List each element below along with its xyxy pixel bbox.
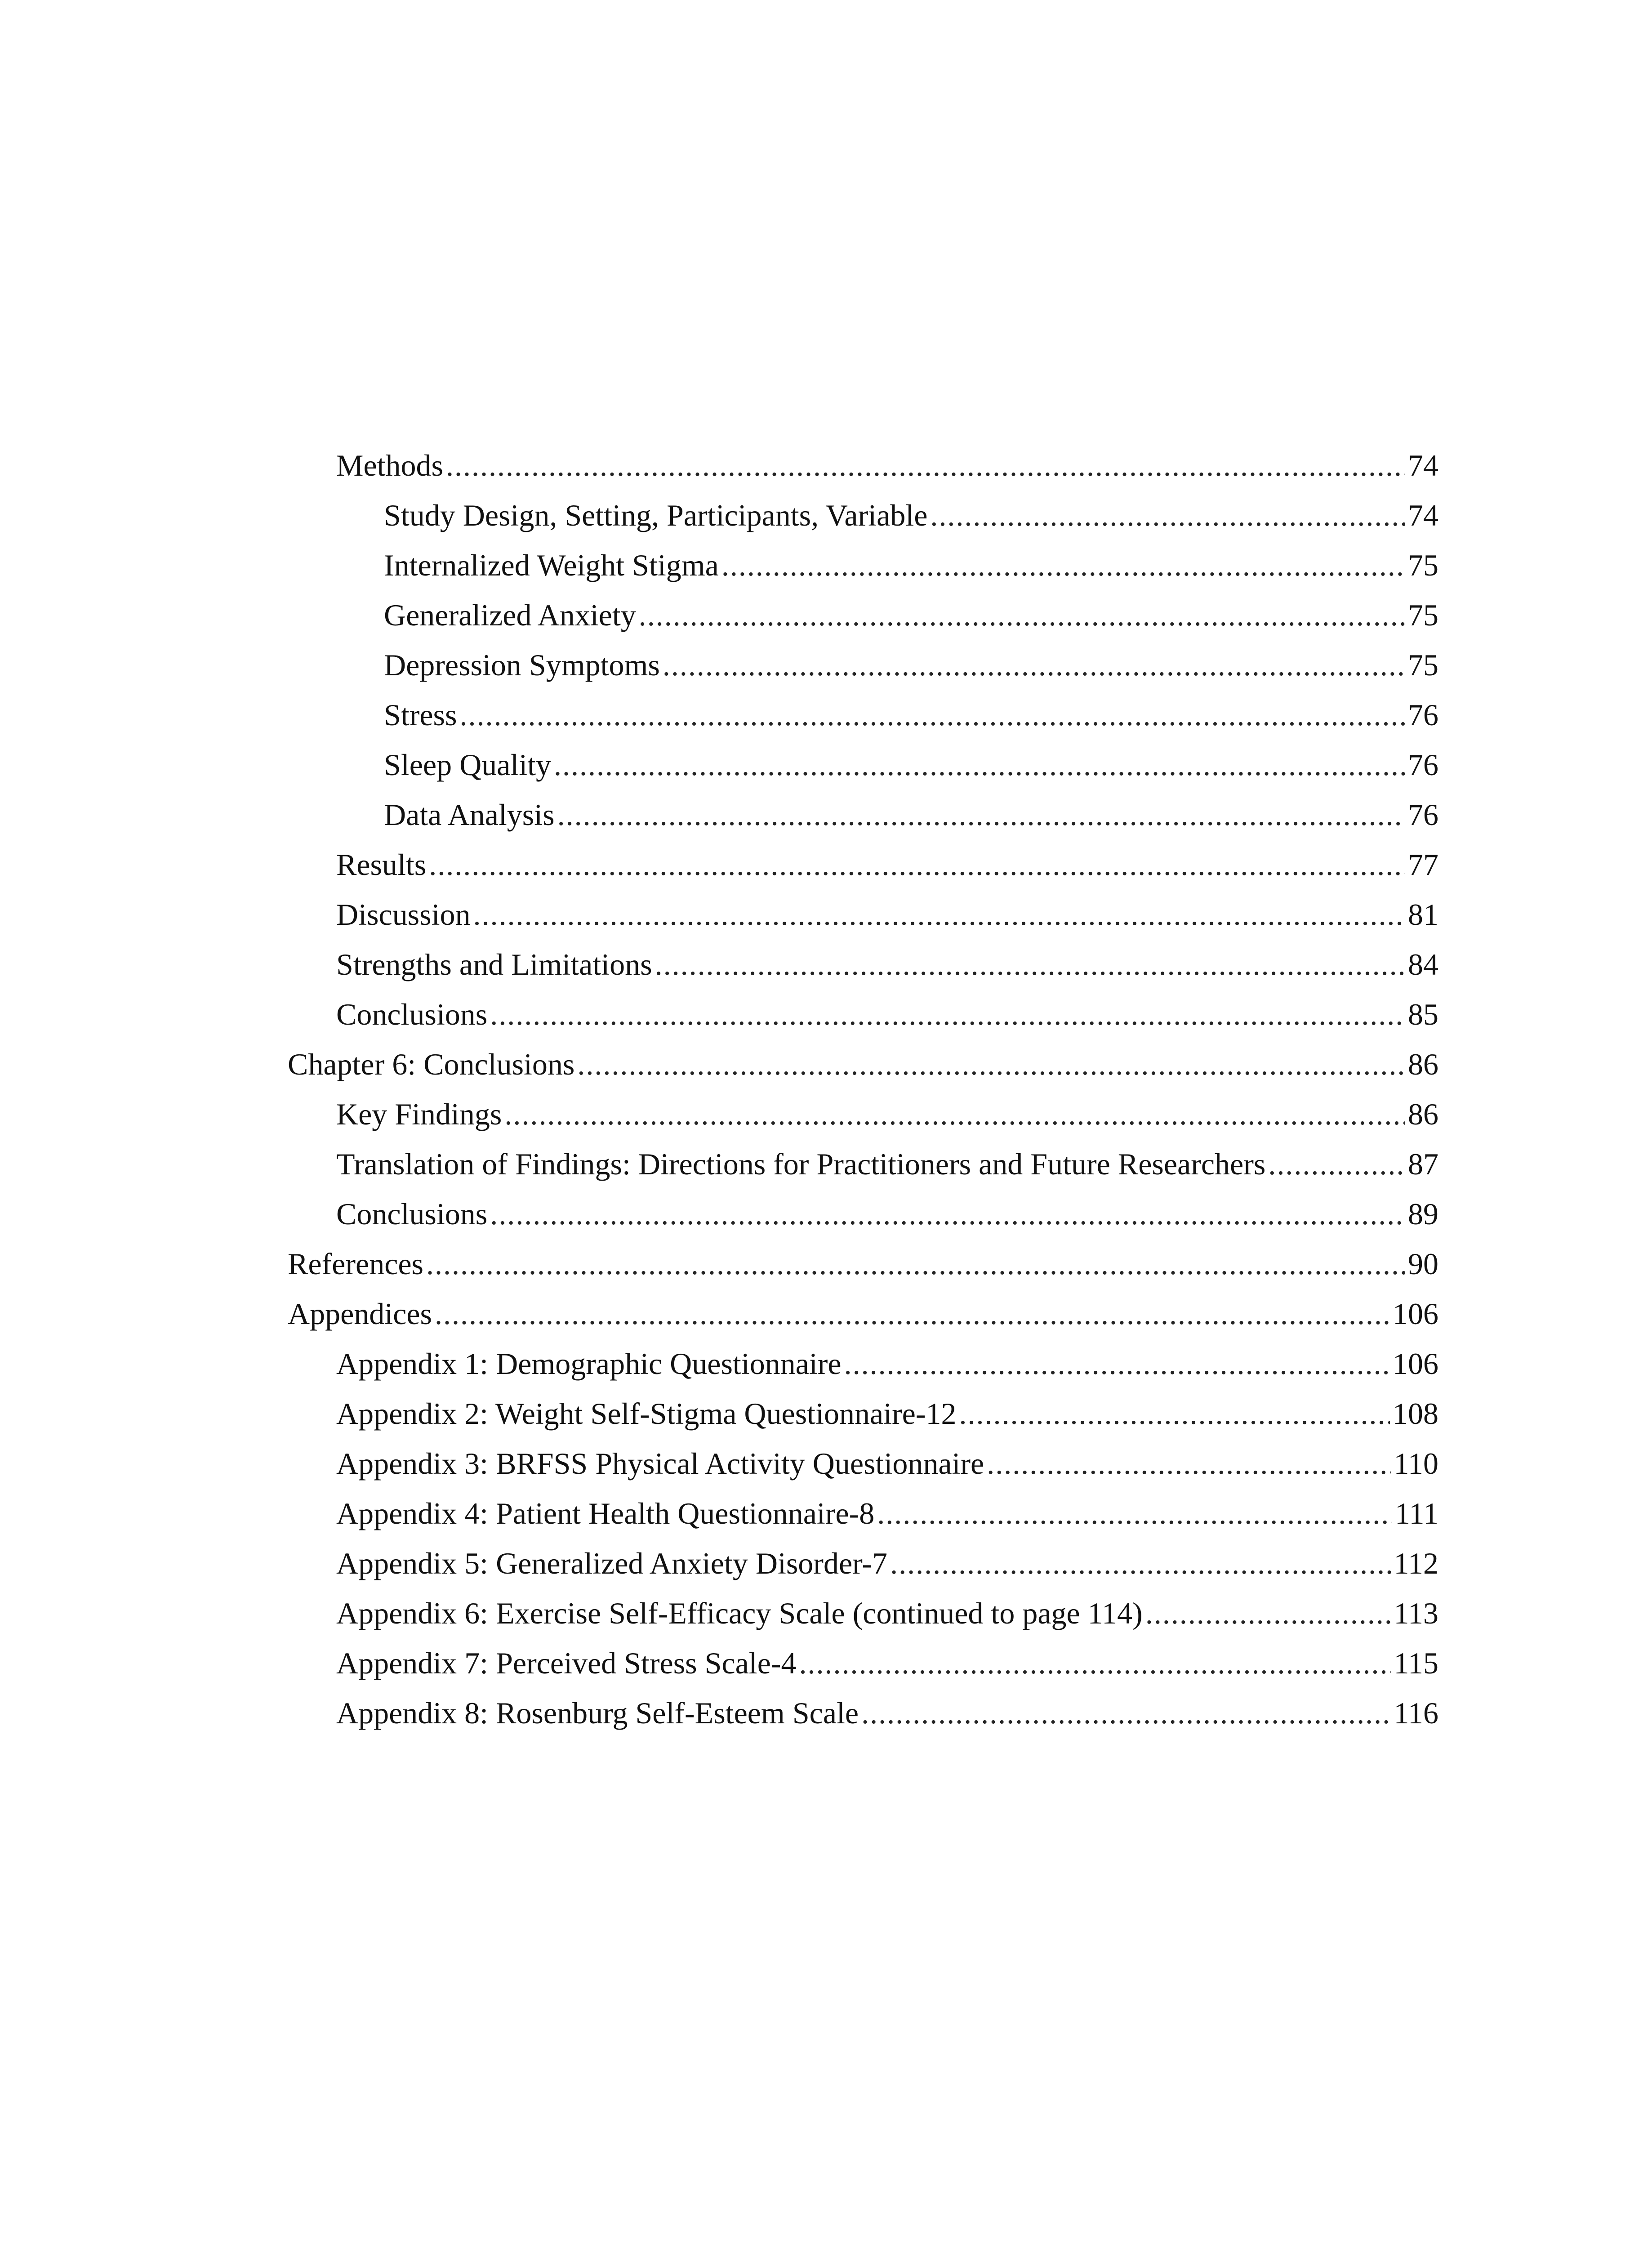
toc-dot-leader (554, 740, 1405, 790)
toc-entry-page-number: 86 (1408, 1097, 1438, 1131)
toc-dot-leader (490, 990, 1405, 1039)
toc-entry (288, 1089, 1438, 1139)
toc-entry-title: Appendix 4: Patient Health Questionnaire-8 (336, 1496, 875, 1530)
toc-entry-page-number: 74 (1408, 498, 1438, 532)
toc-dot-leader (1268, 1139, 1405, 1189)
toc-entry (288, 590, 1438, 640)
toc-entry-title: Generalized Anxiety (384, 598, 636, 632)
toc-entry (288, 790, 1438, 840)
toc-dot-leader (504, 1089, 1405, 1139)
toc-entry-title: Stress (384, 698, 457, 732)
toc-entry-title: Appendix 6: Exercise Self-Efficacy Scale (continued to page 114) (336, 1596, 1143, 1630)
toc-entry (288, 840, 1438, 890)
toc-entry (288, 1389, 1438, 1439)
toc-entry-page-number: 81 (1408, 897, 1438, 932)
toc-entry-page-number: 108 (1393, 1396, 1438, 1431)
toc-entry (288, 1289, 1438, 1339)
toc-entry-page-number: 110 (1394, 1446, 1438, 1481)
toc-dot-leader (490, 1189, 1405, 1239)
toc-entry-title: Key Findings (336, 1097, 502, 1131)
toc-entry (288, 1139, 1438, 1189)
toc-entry (288, 1189, 1438, 1239)
toc-dot-leader (844, 1339, 1390, 1389)
toc-dot-leader (799, 1638, 1391, 1688)
toc-entry (288, 441, 1438, 491)
toc-entry-page-number: 76 (1408, 798, 1438, 832)
toc-entry (288, 1239, 1438, 1289)
toc-entry-title: Appendices (288, 1297, 432, 1331)
toc-entry-title: Strengths and Limitations (336, 947, 652, 981)
toc-dot-leader (429, 840, 1405, 890)
toc-dot-leader (890, 1539, 1391, 1588)
toc-entry-page-number: 76 (1408, 748, 1438, 782)
toc-entry (288, 1489, 1438, 1539)
toc-entry-page-number: 116 (1394, 1696, 1438, 1730)
toc-entry-title: Conclusions (336, 997, 488, 1031)
toc-entry-page-number: 106 (1393, 1347, 1438, 1381)
toc-dot-leader (987, 1439, 1391, 1489)
toc-entry-page-number: 112 (1394, 1546, 1438, 1580)
toc-entry (288, 890, 1438, 940)
toc-entry (288, 1339, 1438, 1389)
toc-entry-page-number: 75 (1408, 598, 1438, 632)
toc-entry (288, 1539, 1438, 1588)
toc-entry-title: Data Analysis (384, 798, 555, 832)
toc-entry-page-number: 77 (1408, 847, 1438, 882)
toc-dot-leader (861, 1688, 1391, 1738)
table-of-contents (288, 441, 1438, 1738)
toc-entry-title: References (288, 1247, 424, 1281)
toc-entry-title: Appendix 5: Generalized Anxiety Disorder-7 (336, 1546, 888, 1580)
toc-entry-page-number: 87 (1408, 1147, 1438, 1181)
toc-entry-title: Internalized Weight Stigma (384, 548, 719, 582)
toc-dot-leader (426, 1239, 1405, 1289)
toc-entry-title: Appendix 7: Perceived Stress Scale-4 (336, 1646, 797, 1680)
toc-dot-leader (459, 690, 1405, 740)
toc-entry-title: Appendix 3: BRFSS Physical Activity Questionnaire (336, 1446, 984, 1481)
toc-dot-leader (930, 491, 1405, 540)
toc-entry-title: Translation of Findings: Directions for Practitioners and Future Researchers (336, 1147, 1266, 1181)
toc-dot-leader (663, 640, 1405, 690)
toc-entry-title: Results (336, 847, 427, 882)
toc-entry (288, 740, 1438, 790)
toc-entry (288, 1688, 1438, 1738)
toc-entry (288, 1638, 1438, 1688)
toc-entry-page-number: 115 (1394, 1646, 1438, 1680)
toc-entry (288, 690, 1438, 740)
toc-entry (288, 940, 1438, 990)
toc-dot-leader (577, 1039, 1405, 1089)
toc-entry-page-number: 84 (1408, 947, 1438, 981)
toc-dot-leader (446, 441, 1405, 491)
toc-entry-page-number: 90 (1408, 1247, 1438, 1281)
toc-entry-page-number: 106 (1393, 1297, 1438, 1331)
toc-entry-page-number: 76 (1408, 698, 1438, 732)
toc-entry-page-number: 86 (1408, 1047, 1438, 1081)
toc-dot-leader (655, 940, 1405, 990)
toc-entry-page-number: 75 (1408, 548, 1438, 582)
toc-entry-title: Conclusions (336, 1197, 488, 1231)
toc-entry-page-number: 75 (1408, 648, 1438, 682)
toc-entry-page-number: 111 (1395, 1496, 1438, 1530)
toc-entry-page-number: 89 (1408, 1197, 1438, 1231)
toc-entry-title: Discussion (336, 897, 471, 932)
toc-entry (288, 640, 1438, 690)
toc-entry (288, 1439, 1438, 1489)
toc-dot-leader (473, 890, 1405, 940)
toc-dot-leader (435, 1289, 1390, 1339)
toc-entry-title: Depression Symptoms (384, 648, 660, 682)
toc-dot-leader (877, 1489, 1392, 1539)
toc-entry-title: Chapter 6: Conclusions (288, 1047, 575, 1081)
toc-entry (288, 1039, 1438, 1089)
toc-dot-leader (1145, 1588, 1391, 1638)
toc-entry-page-number: 85 (1408, 997, 1438, 1031)
toc-entry-title: Appendix 8: Rosenburg Self-Esteem Scale (336, 1696, 859, 1730)
toc-entry (288, 1588, 1438, 1638)
toc-entry-title: Study Design, Setting, Participants, Variable (384, 498, 928, 532)
toc-entry-title: Appendix 1: Demographic Questionnaire (336, 1347, 842, 1381)
toc-entry (288, 491, 1438, 540)
toc-entry-title: Sleep Quality (384, 748, 552, 782)
toc-dot-leader (639, 590, 1405, 640)
toc-entry-page-number: 74 (1408, 448, 1438, 482)
toc-dot-leader (959, 1389, 1390, 1439)
toc-entry-title: Appendix 2: Weight Self-Stigma Questionnaire-12 (336, 1396, 957, 1431)
toc-entry (288, 990, 1438, 1039)
toc-dot-leader (721, 540, 1405, 590)
toc-entry-page-number: 113 (1394, 1596, 1438, 1630)
toc-entry-title: Methods (336, 448, 443, 482)
toc-entry (288, 540, 1438, 590)
toc-dot-leader (557, 790, 1405, 840)
